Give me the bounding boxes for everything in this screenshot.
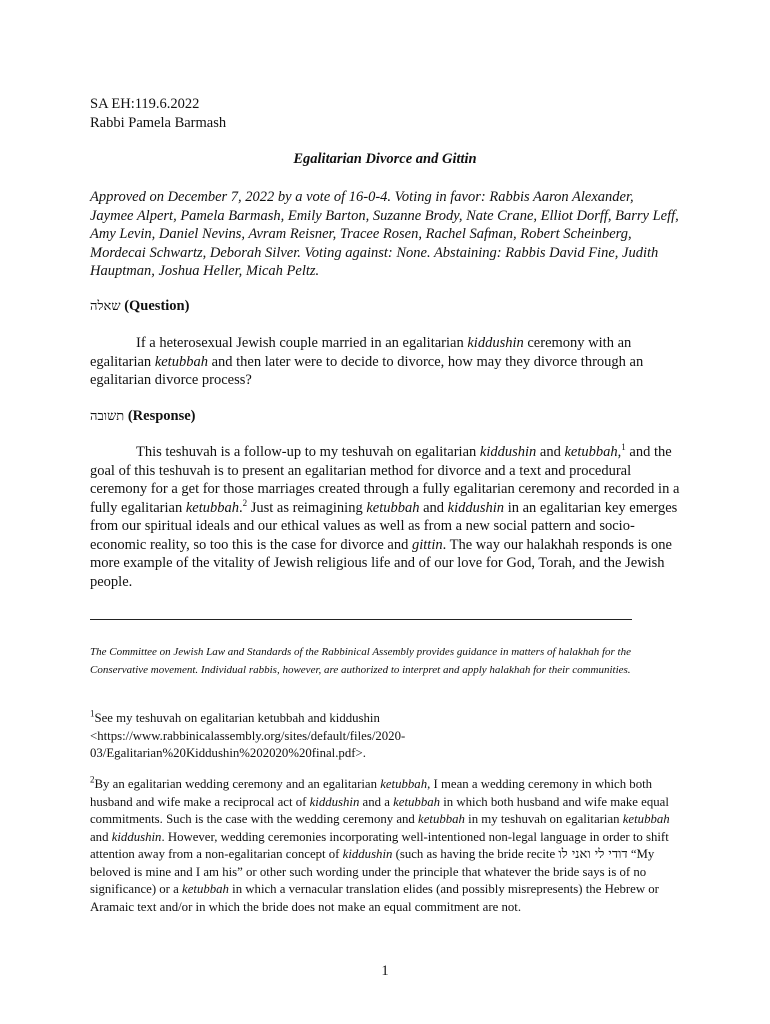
footnote-ref-2[interactable]: 2 [242, 497, 248, 508]
question-label: (Question) [124, 298, 190, 314]
document-header [90, 95, 680, 133]
footnote-2-term-4: ketubbah [418, 812, 465, 826]
response-text-8: in an egalitarian key emerges from our spiritual ideals and our ethical values as well as from a new social pattern and socio-economic reality, so too this is the case for divorce and [90, 499, 678, 553]
response-heading [90, 408, 680, 425]
footnote-2-text-1: By an egalitarian wedding ceremony and an egalitarian [94, 777, 381, 791]
footnote-2-text-4: in which both husband and wife make equal commitments. Such is the case with the wedding ceremony and [90, 794, 669, 826]
footnote-2-number: 2 [90, 774, 95, 785]
footnote-2-term-8: ketubbah [182, 882, 229, 896]
question-text-2: ceremony with an egalitarian [90, 335, 632, 370]
footnote-2-text-10: in which a vernacular translation elides (and possibly misrepresents) the Hebrew or Aramaic text and/or in which the bride does not make an equal commitment are not. [90, 882, 659, 914]
footnote-2-text-9: “My beloved is mine and I am his” or other such wording under the principle that whatever the bride says is of no significance) or a [90, 847, 655, 896]
footnote-2-hebrew: דודי לי ואני לו [558, 847, 628, 862]
response-term-6: gittin [412, 536, 443, 553]
footnote-2-term-5: ketubbah [622, 812, 670, 826]
response-text-7: and [419, 499, 448, 516]
footnote-2-text-2: , I mean a wedding ceremony in which both husband and wife make a reciprocal act of [90, 777, 653, 809]
question-text-3: and then later were to decide to divorce, how may they divorce through an egalitarian divorce process? [90, 353, 644, 388]
footnote-2 [90, 776, 680, 916]
response-hebrew: תשובה [90, 409, 125, 424]
response-text-6: Just as reimagining [247, 499, 367, 516]
question-text-1: If a heterosexual Jewish couple married in an egalitarian [136, 335, 468, 351]
response-term-3: ketubbah [185, 499, 239, 516]
document-code: SA EH:119.6.2022 [90, 96, 200, 112]
question-hebrew: שאלה [90, 299, 121, 314]
response-text-4: and the goal of this teshuvah is to present an egalitarian method for divorce and a text and procedural ceremony for a get for those marriages created through a fully egalitarian ceremony and recorded in a fully egalitarian [90, 444, 680, 516]
footnote-ref-1[interactable]: 1 [621, 442, 626, 453]
question-heading [90, 298, 680, 315]
response-text-1: This teshuvah is a follow-up to my teshuvah on egalitarian [136, 444, 480, 460]
footnote-2-term-6: kiddushin [111, 829, 162, 844]
footnote-2-text-6: and [90, 829, 112, 844]
footnote-2-term-3: ketubbah [393, 794, 441, 809]
response-term-5: kiddushin [447, 499, 505, 516]
footnote-2-term-7: kiddushin [342, 847, 393, 861]
footnote-1 [90, 710, 680, 763]
response-paragraph [90, 443, 680, 591]
response-text-5: . [238, 499, 243, 516]
footnote-1-number: 1 [90, 708, 95, 719]
response-term-2: ketubbah [564, 444, 618, 460]
footnote-2-text-7: . However, wedding ceremonies incorporating well-intentioned non-legal language in order to shift attention away from a non-egalitarian concept of [90, 829, 669, 861]
page-number: 1 [381, 963, 389, 979]
committee-note: The Committee on Jewish Law and Standards of the Rabbinical Assembly provides guidance in matters of halakhah for the Conservative movement. Individual rabbis, however, are authorized to interpret and apply halakhah for their communities. [90, 646, 631, 676]
response-text-3: , [617, 444, 622, 460]
response-text-9: . The way our halakhah responds is one more example of the vitality of Jewish religious life and of our love for God, Torah, and the Jewish people. [90, 536, 672, 590]
question-paragraph [90, 334, 680, 390]
response-term-4: ketubbah [366, 499, 420, 516]
footnote-2-text-3: and a [359, 794, 394, 809]
response-label: (Response) [127, 408, 196, 424]
approval-statement: Approved on December 7, 2022 by a vote of 16-0-4. Voting in favor: Rabbis Aaron Alexander, Jaymee Alpert, Pamela Barmash, Emily Barton, Suzanne Brody, Nate Crane, Elliot Dorff, Barry Leff, Amy Levin, Daniel Nevins, Avram Reisner, Tracee Rosen, Rachel Safman, Robert Scheinberg, Mordecai Schwartz, Deborah Silver. Voting against: None. Abstaining: Rabbis David Fine, Judith Hauptman, Joshua Heller, Micah Peltz. [90, 189, 679, 279]
document-title: Egalitarian Divorce and Gittin [293, 151, 477, 167]
response-text-2: and [536, 444, 565, 460]
footnote-2-term-1: ketubbah [380, 777, 428, 791]
footnote-divider [90, 619, 632, 620]
footnote-2-term-2: kiddushin [309, 794, 360, 809]
footnote-2-text-8: (such as having the bride recite [392, 847, 559, 861]
document-author: Rabbi Pamela Barmash [90, 115, 227, 131]
question-term-kiddushin: kiddushin [467, 335, 524, 351]
question-term-ketubbah: ketubbah [154, 353, 208, 370]
footnote-1-text: See my teshuvah on egalitarian ketubbah and kiddushin <https://www.rabbinicalassembly.org/sites/default/files/2020-03/Egalitarian%20Kiddushin%202020%20final.pdf>. [90, 711, 406, 760]
response-term-1: kiddushin [479, 444, 537, 460]
footnote-2-text-5: in my teshuvah on egalitarian [464, 812, 623, 826]
